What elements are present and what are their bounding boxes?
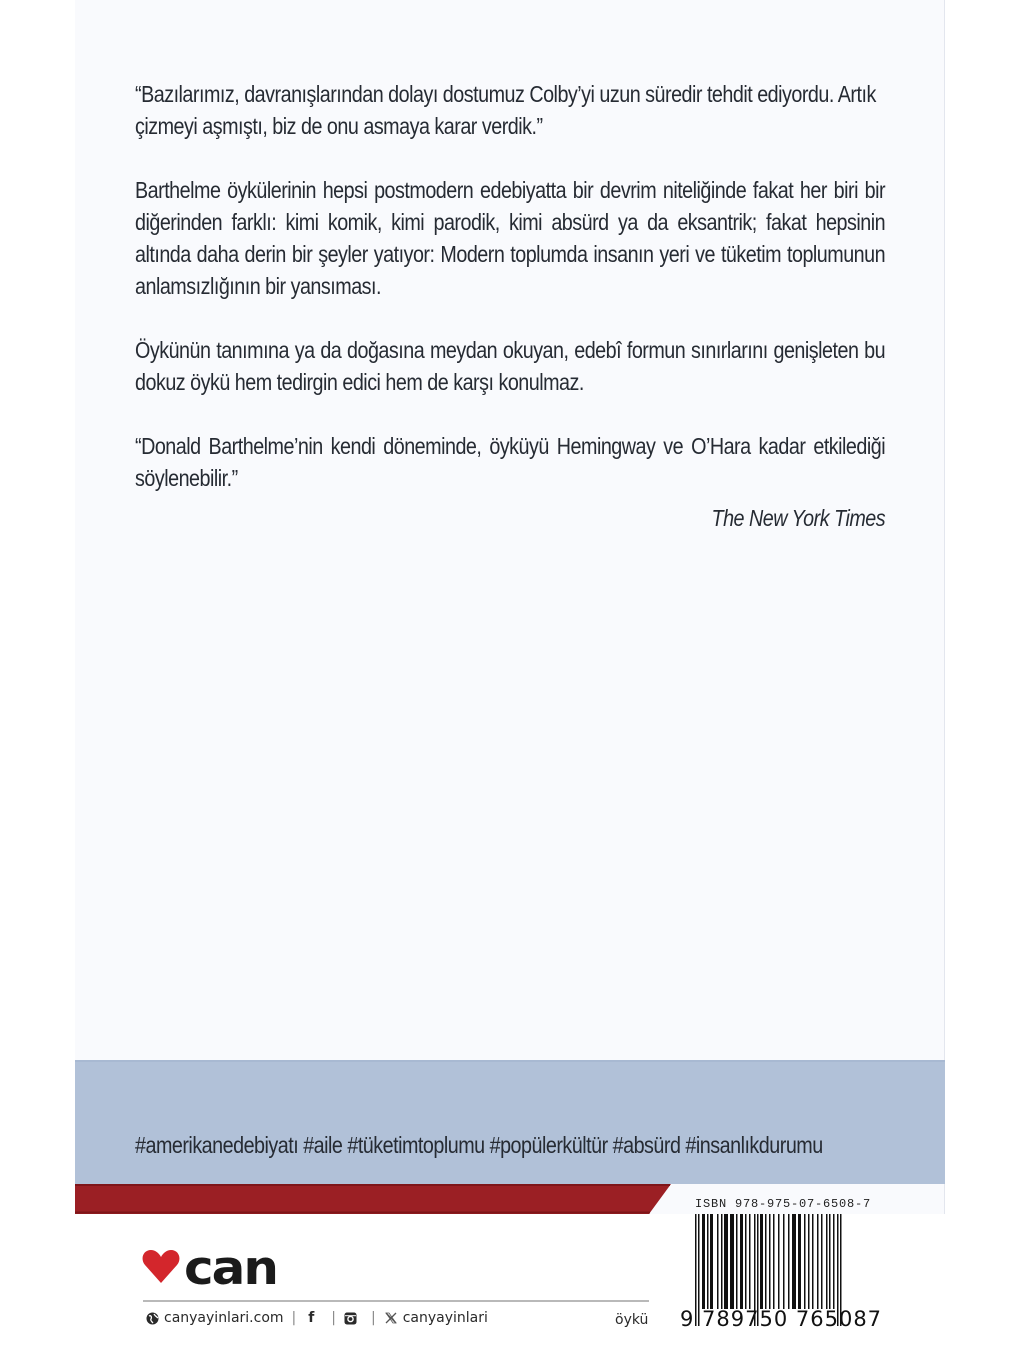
isbn-label: ISBN 978-975-07-6508-7	[695, 1197, 872, 1211]
x-handle-link[interactable]: canyayinlari	[402, 1310, 488, 1326]
blurb-review-quote: “Donald Barthelme’nin kendi döneminde, öyküyü Hemingway ve O’Hara kadar etkilediği söylenebilir.”	[135, 433, 886, 491]
review-attribution: The New York Times	[711, 505, 886, 531]
publisher-logo	[142, 1240, 277, 1296]
separator: |	[331, 1310, 336, 1326]
instagram-icon[interactable]	[344, 1311, 358, 1325]
separator: |	[291, 1310, 297, 1326]
genre-label: öykü	[615, 1312, 649, 1328]
hashtags: #amerikanedebiyatı #aile #tüketimtoplumu #popülerkültür #absürd #insanlıkdurumu	[135, 1132, 823, 1158]
website-link[interactable]: canyayinlari.com	[164, 1310, 284, 1326]
blurb-text	[135, 78, 885, 534]
red-accent-band	[75, 1184, 671, 1214]
globe-icon	[145, 1311, 159, 1325]
blurb-quote-colby: “Bazılarımız, davranışlarından dolayı dostumuz Colby’yi uzun süredir tehdit ediyordu. Artık çizmeyi aşmıştı, biz de onu asmaya karar verdik.”	[135, 81, 876, 139]
x-twitter-icon[interactable]	[384, 1311, 398, 1325]
hashtag-band	[75, 1060, 945, 1184]
facebook-icon[interactable]: f	[308, 1310, 315, 1326]
blurb-summary: Öykünün tanımına ya da doğasına meydan okuyan, edebî formun sınırlarını genişleten bu dokuz öykü hem tedirgin edici hem de karşı konulmaz.	[135, 337, 886, 395]
book-back-cover	[75, 0, 945, 1360]
blurb-description: Barthelme öykülerinin hepsi postmodern edebiyatta bir devrim niteliğinde fakat her biri bir diğerinden farklı: kimi komik, kimi parodik, kimi absürd ya da eksantrik; fakat hepsinin altında daha derin bir şeyler yatıyor: Modern toplumda insanın yeri ve tüketim toplumunun anlamsızlığının bir yansıması.	[135, 177, 886, 299]
logo-wordmark: can	[184, 1240, 277, 1296]
separator: |	[370, 1310, 376, 1326]
footer-divider	[143, 1300, 649, 1302]
publisher-links	[145, 1310, 488, 1326]
heart-icon	[142, 1248, 180, 1289]
barcode-number: 9 789750 765087	[680, 1307, 883, 1331]
